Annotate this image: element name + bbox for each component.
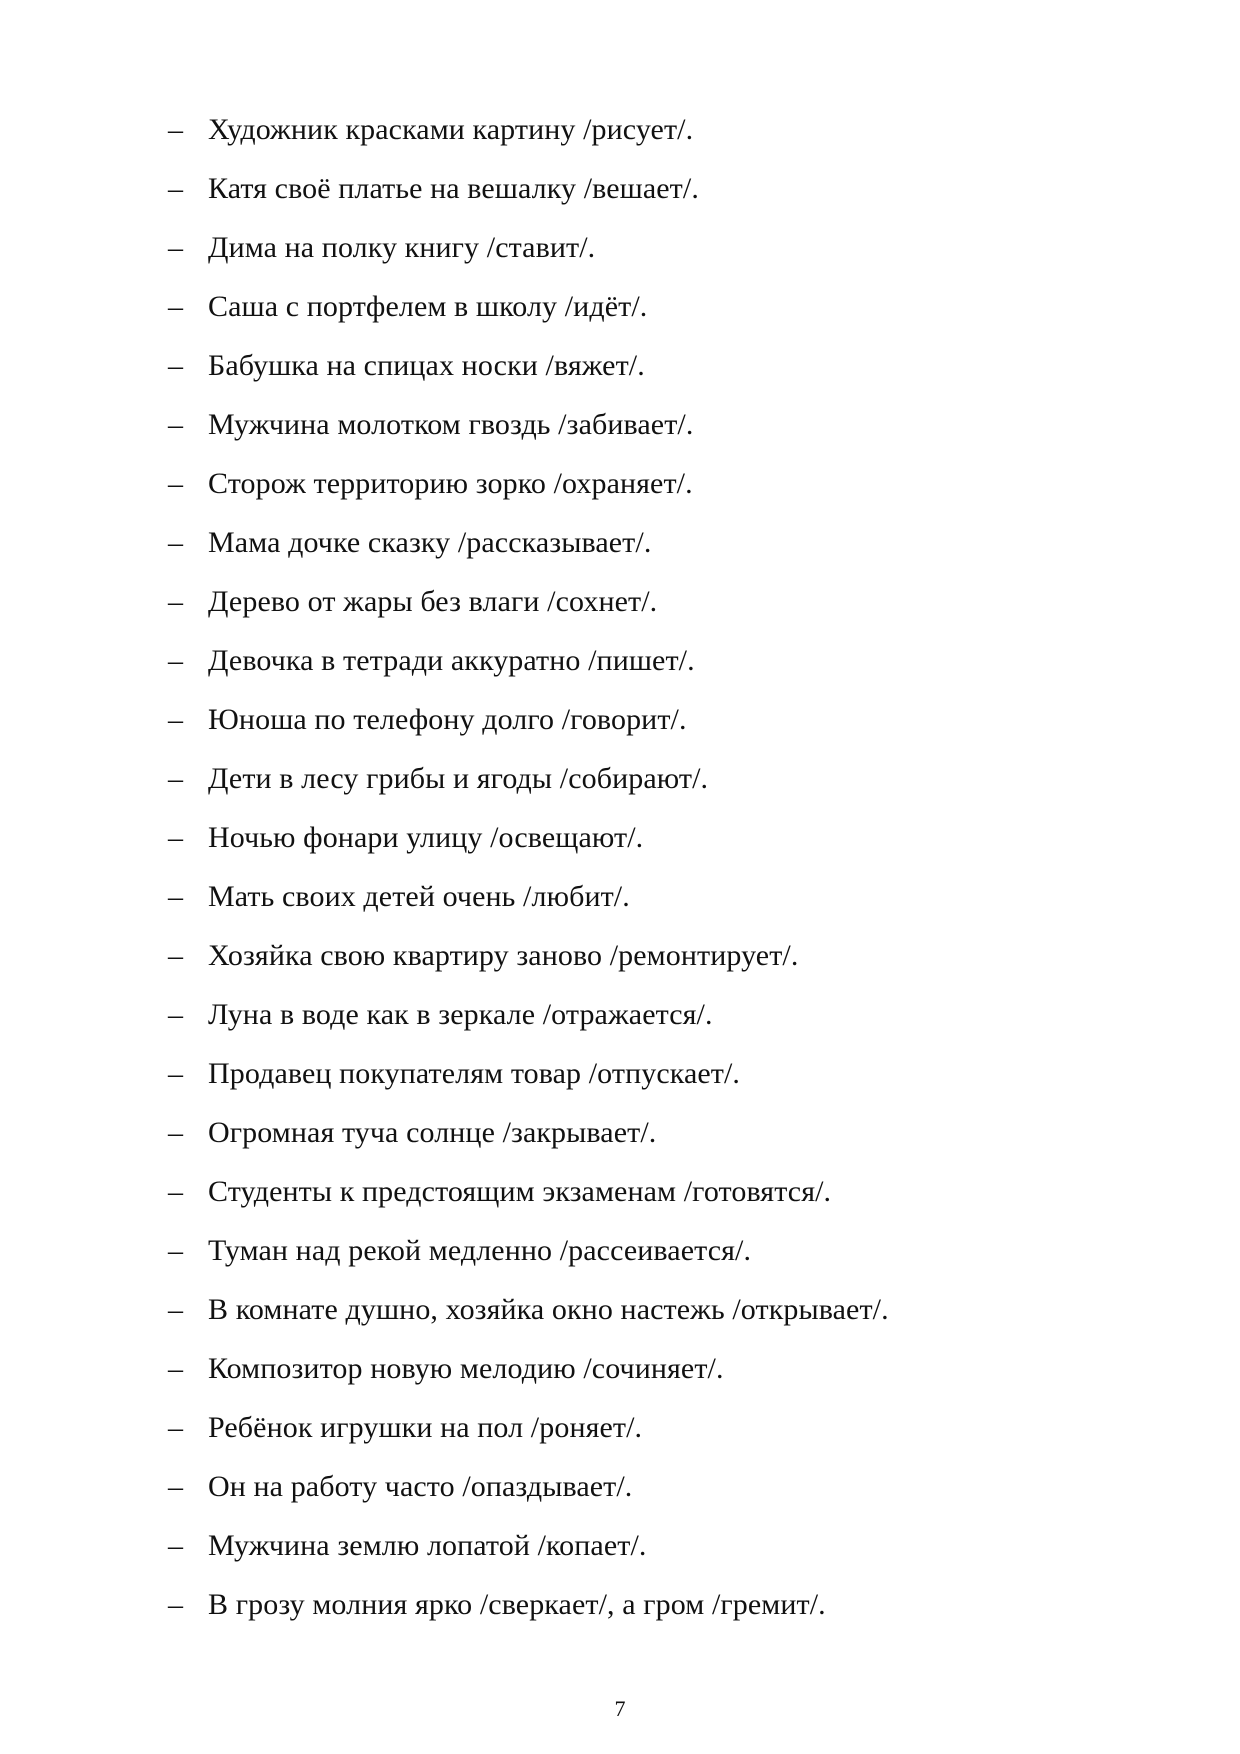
list-dash: – (168, 1529, 184, 1562)
list-item (168, 454, 889, 513)
list-dash: – (168, 1411, 184, 1444)
list-item (168, 985, 889, 1044)
list-dash: – (168, 762, 184, 795)
list-dash: – (168, 113, 184, 146)
page-number: 7 (614, 1696, 626, 1721)
sentence-text: Он на работу часто /опаздывает/. (208, 1470, 633, 1503)
list-dash: – (168, 290, 184, 323)
sentence-text: Огромная туча солнце /закрывает/. (208, 1116, 657, 1149)
list-item (168, 690, 889, 749)
sentence-text: Саша с портфелем в школу /идёт/. (208, 290, 648, 323)
sentence-text: Туман над рекой медленно /рассеивается/. (208, 1234, 752, 1267)
list-item (168, 1398, 889, 1457)
sentence-text: Луна в воде как в зеркале /отражается/. (208, 998, 713, 1031)
list-item (168, 867, 889, 926)
list-item (168, 513, 889, 572)
sentence-text: В грозу молния ярко /сверкает/, а гром /гремит/. (208, 1588, 826, 1621)
list-dash: – (168, 408, 184, 441)
sentence-text: Катя своё платье на вешалку /вешает/. (208, 172, 699, 205)
sentence-text: Мать своих детей очень /любит/. (208, 880, 630, 913)
sentence-text: Хозяйка свою квартиру заново /ремонтирует/. (208, 939, 799, 972)
sentence-text: Мама дочке сказку /рассказывает/. (208, 526, 652, 559)
list-item (168, 1103, 889, 1162)
list-dash: – (168, 1293, 184, 1326)
list-item (168, 277, 889, 336)
list-dash: – (168, 880, 184, 913)
sentence-list (168, 100, 889, 1634)
list-dash: – (168, 172, 184, 205)
list-item (168, 1044, 889, 1103)
list-item (168, 808, 889, 867)
list-dash: – (168, 821, 184, 854)
list-dash: – (168, 1470, 184, 1503)
sentence-text: Дима на полку книгу /ставит/. (208, 231, 596, 264)
sentence-text: Сторож территорию зорко /охраняет/. (208, 467, 693, 500)
list-item (168, 572, 889, 631)
list-item (168, 1339, 889, 1398)
list-dash: – (168, 231, 184, 264)
list-dash: – (168, 349, 184, 382)
sentence-text: Студенты к предстоящим экзаменам /готовятся/. (208, 1175, 832, 1208)
list-dash: – (168, 1116, 184, 1149)
list-dash: – (168, 998, 184, 1031)
list-item (168, 100, 889, 159)
list-item (168, 1280, 889, 1339)
sentence-text: Ночью фонари улицу /освещают/. (208, 821, 644, 854)
sentence-text: Ребёнок игрушки на пол /роняет/. (208, 1411, 643, 1444)
list-dash: – (168, 1175, 184, 1208)
sentence-text: Мужчина землю лопатой /копает/. (208, 1529, 647, 1562)
sentence-text: Мужчина молотком гвоздь /забивает/. (208, 408, 694, 441)
list-item (168, 336, 889, 395)
list-item (168, 1575, 889, 1634)
list-dash: – (168, 644, 184, 677)
list-item (168, 1457, 889, 1516)
list-dash: – (168, 467, 184, 500)
list-item (168, 1221, 889, 1280)
list-item (168, 749, 889, 808)
list-dash: – (168, 1588, 184, 1621)
list-dash: – (168, 526, 184, 559)
list-item (168, 395, 889, 454)
list-item (168, 1162, 889, 1221)
sentence-text: Девочка в тетради аккуратно /пишет/. (208, 644, 695, 677)
list-dash: – (168, 1234, 184, 1267)
list-dash: – (168, 1352, 184, 1385)
list-dash: – (168, 1057, 184, 1090)
list-item (168, 631, 889, 690)
sentence-text: Художник красками картину /рисует/. (208, 113, 694, 146)
list-item (168, 1516, 889, 1575)
list-dash: – (168, 939, 184, 972)
sentence-text: Композитор новую мелодию /сочиняет/. (208, 1352, 724, 1385)
list-item (168, 159, 889, 218)
list-item (168, 926, 889, 985)
sentence-text: В комнате душно, хозяйка окно настежь /открывает/. (208, 1293, 889, 1326)
sentence-text: Бабушка на спицах носки /вяжет/. (208, 349, 645, 382)
list-dash: – (168, 585, 184, 618)
list-item (168, 218, 889, 277)
sentence-text: Дерево от жары без влаги /сохнет/. (208, 585, 658, 618)
sentence-text: Дети в лесу грибы и ягоды /собирают/. (208, 762, 709, 795)
list-dash: – (168, 703, 184, 736)
sentence-text: Продавец покупателям товар /отпускает/. (208, 1057, 741, 1090)
sentence-text: Юноша по телефону долго /говорит/. (208, 703, 687, 736)
